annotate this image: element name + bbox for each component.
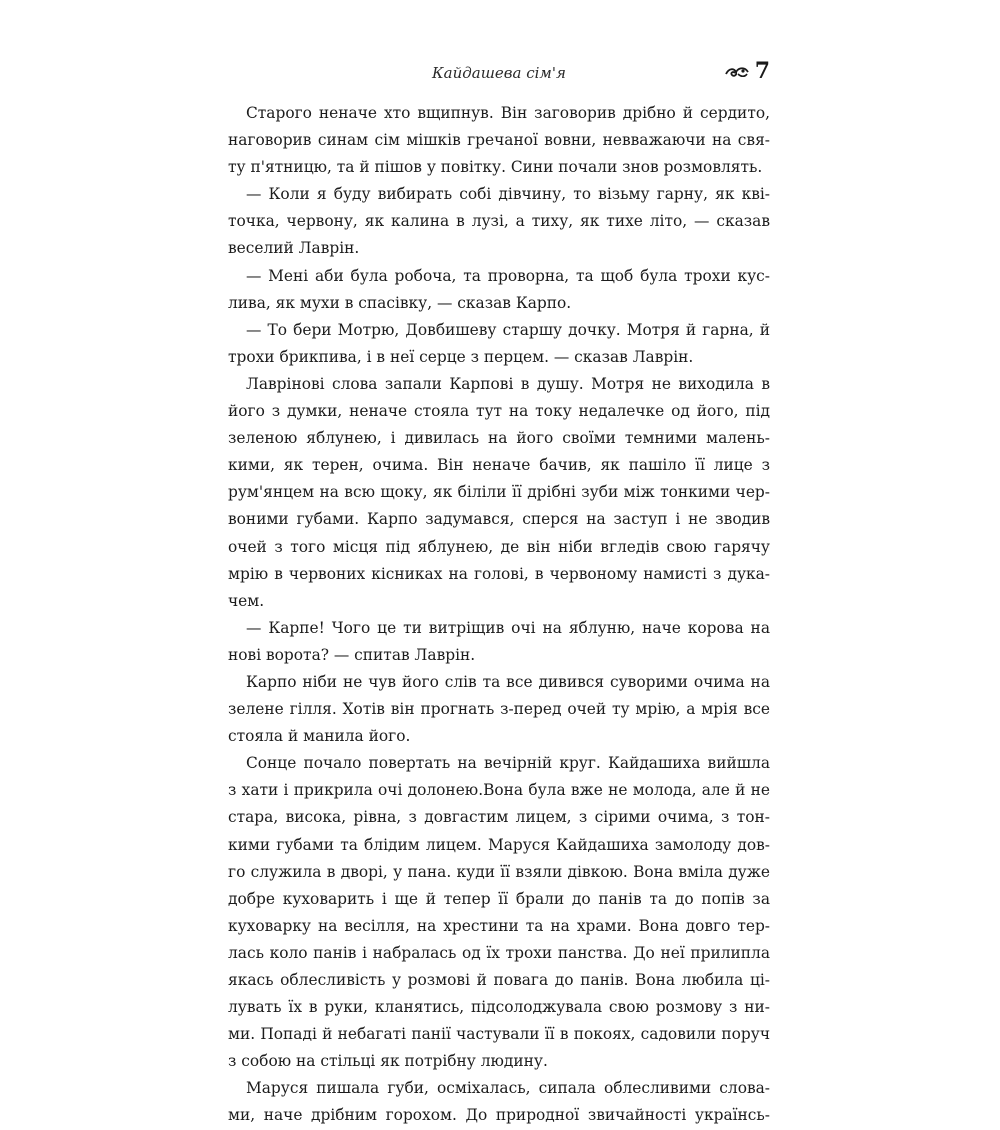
text-line: його з думки, неначе стояла тут на току недалечке од його, під: [228, 402, 770, 421]
running-head: [228, 60, 770, 90]
running-title: Кайдашева сім'я: [432, 64, 566, 82]
text-line: з хати і прикрила очі долонею.Вона була вже не молода, але й не: [228, 781, 770, 800]
text-line: нові ворота? — спитав Лаврін.: [228, 645, 476, 664]
text-line: лива, як мухи в спасівку, — сказав Карпо.: [228, 293, 572, 312]
text-line: куховарку на весілля, на хрестини та на храми. Вона довго тер-: [228, 916, 770, 935]
text-line: стара, висока, рівна, з довгастим лицем, з сірими очима, з тон-: [228, 808, 770, 827]
text-line: — То бери Мотрю, Довбишеву старшу дочку. Мотря й гарна, й: [246, 320, 770, 339]
text-line: кими, як терен, очима. Він неначе бачив, як пашіло її лице з: [228, 456, 770, 475]
page-number: 7: [754, 58, 770, 84]
text-line: рум'янцем на всю щоку, як біліли її дрібні зуби між тонкими чер-: [228, 483, 770, 502]
body-text: [228, 100, 770, 1130]
text-line: очей з того місця під яблунею, де він ніби вгледів свою гарячу: [228, 537, 770, 556]
text-line: ми. Попаді й небагаті панії частували її в покоях, садовили поруч: [228, 1025, 770, 1044]
text-line: чем.: [228, 591, 265, 610]
text-line: якась облесливість у розмові й повага до панів. Вона любила ці-: [228, 971, 770, 989]
text-line: — Коли я буду вибирать собі дівчину, то візьму гарну, як кві-: [246, 185, 770, 204]
fleuron-icon: [724, 62, 750, 82]
text-line: точка, червону, як калина в лузі, а тиху, як тихе літо, — сказав: [228, 212, 770, 231]
text-line: Сонце почало повертать на вечірній круг. Кайдашиха вийшла: [246, 754, 770, 773]
text-line: ми, наче дрібним горохом. До природної звичайності українсь-: [228, 1106, 770, 1125]
text-line: лась коло панів і набралась од їх трохи панства. До неї прилипла: [228, 943, 770, 962]
text-line: го служила в дворі, у пана. куди її взяли дівкою. Вона вміла дуже: [228, 862, 770, 881]
text-line: Старого неначе хто вщипнув. Він заговорив дрібно й сердито,: [246, 104, 770, 122]
text-line: наговорив синам сім мішків гречаної вовни, невважаючи на свя-: [228, 131, 770, 150]
text-line: воними губами. Карпо задумався, сперся на заступ і не зводив: [228, 510, 770, 529]
text-line: зеленою яблунею, і дивилась на його своїми темними малень-: [228, 429, 770, 448]
text-line: трохи брикпива, і в неї серце з перцем. — сказав Лаврін.: [228, 347, 694, 366]
text-line: стояла й манила його.: [228, 727, 411, 746]
text-line: веселий Лаврін.: [228, 239, 360, 258]
text-line: мрію в червоних кісниках на голові, в червоному намисті з дука-: [228, 564, 770, 583]
text-line: з собою на стільці як потрібну людину.: [228, 1052, 548, 1071]
text-line: — Мені аби була робоча, та проворна, та щоб була трохи кус-: [246, 266, 770, 285]
text-line: Лаврінові слова запали Карпові в душу. Мотря не виходила в: [246, 374, 770, 393]
text-line: кими губами та блідим лицем. Маруся Кайдашиха замолоду дов-: [228, 835, 770, 854]
text-line: — Карпе! Чого це ти витріщив очі на яблуню, наче корова на: [246, 618, 770, 637]
text-line: добре куховарить і ще й тепер її брали до панів та до попів за: [228, 889, 770, 908]
text-line: Маруся пишала губи, осміхалась, сипала облесливими слова-: [246, 1079, 770, 1098]
text-line: лувать їх в руки, кланятись, підсолоджувала свою розмову з ни-: [228, 998, 770, 1017]
text-line: Карпо ніби не чув його слів та все дивився суворими очима на: [246, 672, 770, 691]
text-line: зелене гілля. Хотів він прогнать з-перед очей ту мрію, а мрія все: [228, 700, 770, 719]
text-line: ту п'ятницю, та й пішов у повітку. Сини почали знов розмовлять.: [228, 158, 763, 177]
